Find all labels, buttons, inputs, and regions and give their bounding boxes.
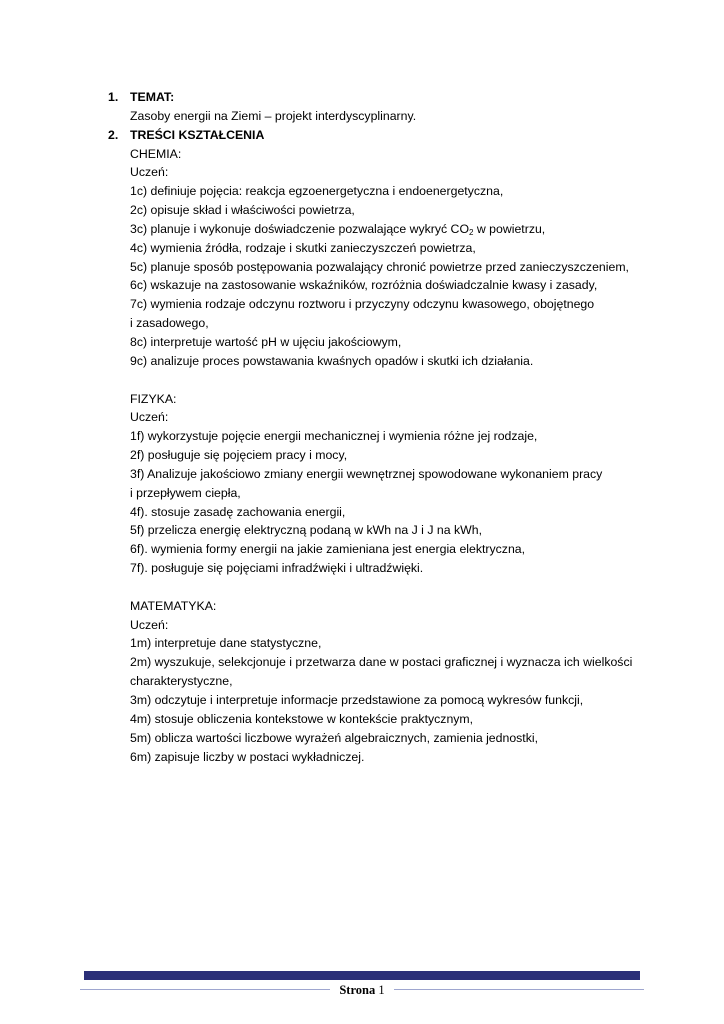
fizyka-item: 5f) przelicza energię elektryczną podaną w kWh na J i J na kWh, [130,523,482,538]
chemia-uczen: Uczeń: [130,165,169,180]
matematyka-item: 6m) zapisuje liczby w postaci wykładniczej. [130,749,365,764]
fizyka-item: 2f) posługuje się pojęciem pracy i mocy, [130,448,348,463]
chemia-item: 4c) wymienia źródła, rodzaje i skutki zanieczyszczeń powietrza, [130,240,476,255]
chemia-item-text: 3c) planuje i wykonuje doświadczenie pozwalające wykryć CO [130,221,470,236]
matematyka-uczen: Uczeń: [130,617,169,632]
document-body [108,88,633,766]
page-label: Strona [339,983,376,997]
chemia-item: 7c) wymienia rodzaje odczynu roztworu i przyczyny odczynu kwasowego, obojętnego [130,297,595,312]
chemia-item-tail: w powietrzu, [473,221,546,236]
chemia-title: CHEMIA: [130,146,182,161]
chemia-item: 1c) definiuje pojęcia: reakcja egzoenergetyczna i endoenergetyczna, [130,184,504,199]
matematyka-item: 2m) wyszukuje, selekcjonuje i przetwarza dane w postaci graficznej i wyznacza ich wielkości [130,655,633,670]
chemia-item: 6c) wskazuje na zastosowanie wskaźników, rozróżnia doświadczalnie kwasy i zasady, [130,278,598,293]
matematyka-item: 1m) interpretuje dane statystyczne, [130,636,322,651]
matematyka-item: 3m) odczytuje i interpretuje informacje przedstawione za pomocą wykresów funkcji, [130,693,584,707]
chemia-item: 8c) interpretuje wartość pH w ujęciu jakościowym, [130,334,402,349]
co2-subscript: 2 [469,227,474,237]
section-2-number: 2. [108,127,119,142]
chemia-item-co2 [130,220,628,239]
fizyka-uczen: Uczeń: [130,410,169,425]
section-1-heading-row [108,88,628,107]
section-1-number: 1. [108,90,119,104]
fizyka-item: 4f). stosuje zasadę zachowania energii, [130,504,346,519]
chemia-item: 5c) planuje sposób postępowania pozwalający chronić powietrze przed zanieczyszczeniem, [130,259,629,274]
matematyka-item: charakterystyczne, [130,674,233,689]
matematyka-item: 5m) oblicza wartości liczbowe wyrażeń algebraicznych, zamienia jednostki, [130,730,539,745]
fizyka-item: 1f) wykorzystuje pojęcie energii mechanicznej i wymienia różne jej rodzaje, [130,429,538,444]
topic-text: Zasoby energii na Ziemi – projekt interdyscyplinarny. [130,108,417,123]
fizyka-item: 3f) Analizuje jakościowo zmiany energii wewnętrznej spowodowane wykonaniem pracy [130,466,603,481]
chemia-item: 9c) analizuje proces powstawania kwaśnych opadów i skutki ich działania. [130,353,534,368]
section-2-heading-row [108,126,628,145]
section-1-heading: TEMAT: [130,90,175,104]
fizyka-title: FIZYKA: [130,391,177,406]
chemia-item: 2c) opisuje skład i właściwości powietrza, [130,203,355,218]
matematyka-title: MATEMATYKA: [130,598,217,613]
chemia-item: i zasadowego, [130,316,209,331]
fizyka-item: 7f). posługuje się pojęciami infradźwięki i ultradźwięki. [130,561,424,576]
page-number [330,981,394,999]
page-number-value: 1 [378,983,385,997]
footer-bar [84,971,640,980]
fizyka-item: 6f). wymienia formy energii na jakie zamieniana jest energia elektryczna, [130,542,526,557]
spacer [108,371,628,390]
fizyka-item: i przepływem ciepła, [130,485,241,500]
section-2-heading: TREŚCI KSZTAŁCENIA [130,127,265,142]
spacer [108,578,628,597]
matematyka-item: 4m) stosuje obliczenia kontekstowe w kontekście praktycznym, [130,711,474,726]
